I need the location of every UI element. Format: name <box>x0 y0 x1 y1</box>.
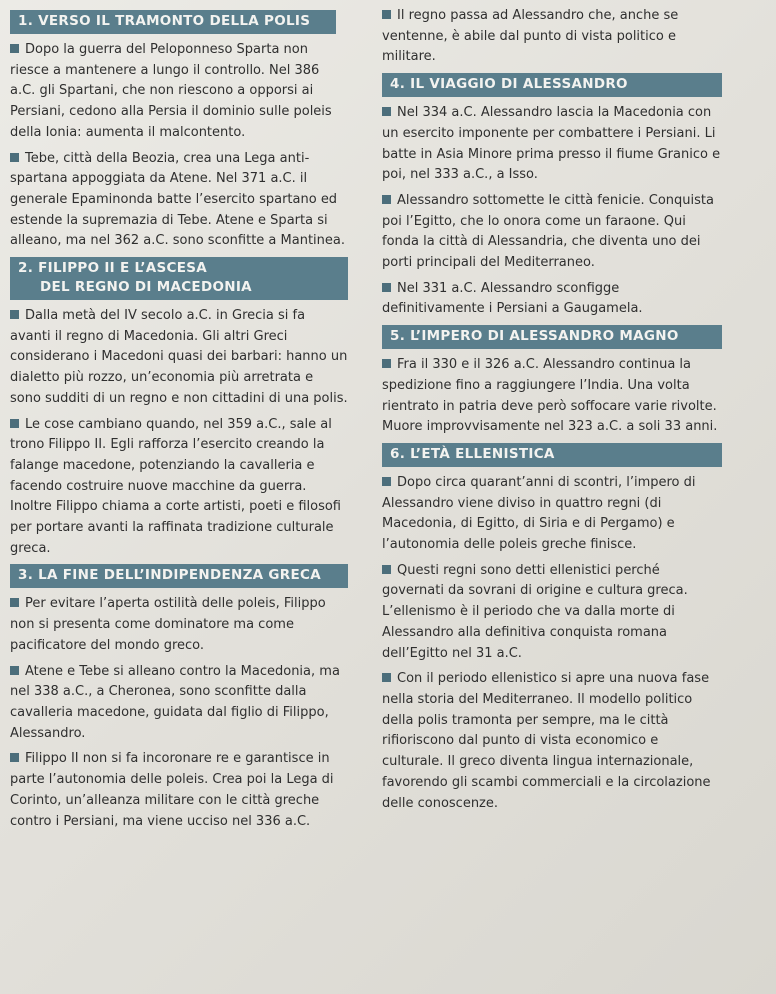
paragraph <box>382 669 722 814</box>
paragraph-text: Dopo circa quarant’anni di scontri, l’impero di Alessandro viene diviso in quattro regni (di Macedonia, di Egitto, di Siria e di Pergamo) e l’autonomia delle poleis greche finisce. <box>382 474 696 553</box>
bullet-square-icon <box>10 666 19 675</box>
bullet-square-icon <box>10 598 19 607</box>
paragraph <box>382 355 722 438</box>
bullet-square-icon <box>382 359 391 368</box>
paragraph-text: Dalla metà del IV secolo a.C. in Grecia si fa avanti il regno di Macedonia. Gli altri Greci considerano i Macedoni quasi dei barbari: hanno un dialetto più rozzo, un’economia più arretrata e sono sudditi di un regno e non cittadini di una polis. <box>10 308 348 406</box>
paragraph <box>10 662 348 745</box>
bullet-square-icon <box>10 44 19 53</box>
section-1-heading: 1. VERSO IL TRAMONTO DELLA POLIS <box>10 10 336 34</box>
bullet-square-icon <box>10 153 19 162</box>
paragraph <box>10 40 348 144</box>
bullet-square-icon <box>382 283 391 292</box>
paragraph <box>382 561 722 665</box>
paragraph <box>382 191 722 274</box>
paragraph-text: Tebe, città della Beozia, crea una Lega anti-spartana appoggiata da Atene. Nel 371 a.C. il generale Epaminonda batte l’esercito spartano ed estende la supremazia di Tebe. Atene e Sparta si alleano, ma nel 362 a.C. sono sconfitte a Mantinea. <box>10 150 345 249</box>
paragraph-text: Nel 331 a.C. Alessandro sconfigge definitivamente i Persiani a Gaugamela. <box>382 280 643 317</box>
bullet-square-icon <box>382 477 391 486</box>
section-5-heading: 5. L’IMPERO DI ALESSANDRO MAGNO <box>382 325 722 349</box>
paragraph-text: Il regno passa ad Alessandro che, anche se ventenne, è abile dal punto di vista politico e militare. <box>382 8 679 65</box>
paragraph-text: Le cose cambiano quando, nel 359 a.C., sale al trono Filippo II. Egli rafforza l’esercito creando la falange macedone, potenziando la cavalleria e facendo costruire nuove macchine da guerra. Inoltre Filippo chiama a corte artisti, poeti e filosofi per portare avanti la raffinata tradizione culturale greca. <box>10 416 341 556</box>
bullet-square-icon <box>382 565 391 574</box>
paragraph-text: Nel 334 a.C. Alessandro lascia la Macedonia con un esercito imponente per combattere i Persiani. Li batte in Asia Minore prima presso il fiume Granico e poi, nel 333 a.C., a Isso. <box>382 105 721 183</box>
paragraph <box>382 103 722 186</box>
right-column <box>382 6 722 819</box>
paragraph <box>10 306 348 410</box>
section-2-heading <box>10 257 348 300</box>
paragraph-text: Con il periodo ellenistico si apre una nuova fase nella storia del Mediterraneo. Il modello politico della polis tramonta per sempre, ma le città rifioriscono dal punto di vista economico e culturale. Il greco diventa lingua internazionale, favorendo gli scambi commerciali e la circolazione delle conoscenze. <box>382 671 711 811</box>
section-6-heading: 6. L’ETÀ ELLENISTICA <box>382 443 722 467</box>
paragraph <box>10 749 348 832</box>
paragraph <box>10 594 348 656</box>
paragraph-text: Dopo la guerra del Peloponneso Sparta non riesce a mantenere a lungo il controllo. Nel 386 a.C. gli Spartani, che non riescono a opporsi ai Persiani, cedono alla Persia il dominio sulle poleis della Ionia: aumenta il malcontento. <box>10 42 332 140</box>
left-column <box>10 6 348 837</box>
bullet-square-icon <box>382 10 391 19</box>
section-2-heading-line-2: DEL REGNO DI MACEDONIA <box>40 279 252 296</box>
paragraph <box>382 279 722 320</box>
paragraph-text: Atene e Tebe si alleano contro la Macedonia, ma nel 338 a.C., a Cheronea, sono sconfitte dalla cavalleria macedone, guidata dal figlio di Filippo, Alessandro. <box>10 663 340 741</box>
paragraph <box>382 6 722 68</box>
section-3-heading: 3. LA FINE DELL’INDIPENDENZA GRECA <box>10 564 348 588</box>
bullet-square-icon <box>10 419 19 428</box>
paragraph-text: Per evitare l’aperta ostilità delle poleis, Filippo non si presenta come dominatore ma come pacificatore del mondo greco. <box>10 596 326 653</box>
paragraph-text: Alessandro sottomette le città fenicie. Conquista poi l’Egitto, che lo onora come un faraone. Qui fonda la città di Alessandria, che diventa uno dei porti principali del Mediterraneo. <box>382 192 714 271</box>
paragraph <box>382 473 722 556</box>
bullet-square-icon <box>382 195 391 204</box>
paragraph <box>10 149 348 253</box>
paragraph-text: Filippo II non si fa incoronare re e garantisce in parte l’autonomia delle poleis. Crea poi la Lega di Corinto, un’alleanza militare con le città greche contro i Persiani, ma viene ucciso nel 336 a.C. <box>10 751 334 829</box>
bullet-square-icon <box>382 673 391 682</box>
bullet-square-icon <box>382 107 391 116</box>
paragraph-text: Fra il 330 e il 326 a.C. Alessandro continua la spedizione fino a raggiungere l’India. Una volta rientrato in patria deve però soffocare varie rivolte. Muore improvvisamente nel 323 a.C. a soli 33 anni. <box>382 357 718 435</box>
section-4-heading: 4. IL VIAGGIO DI ALESSANDRO <box>382 73 722 97</box>
bullet-square-icon <box>10 310 19 319</box>
section-2-heading-line-1: 2. FILIPPO II E L’ASCESA <box>18 260 208 277</box>
paragraph <box>10 415 348 560</box>
paragraph-text: Questi regni sono detti ellenistici perché governati da sovrani di origine e cultura greca. L’ellenismo è il periodo che va dalla morte di Alessandro alla definitiva conquista romana dell’Egitto nel 31 a.C. <box>382 562 688 661</box>
bullet-square-icon <box>10 753 19 762</box>
